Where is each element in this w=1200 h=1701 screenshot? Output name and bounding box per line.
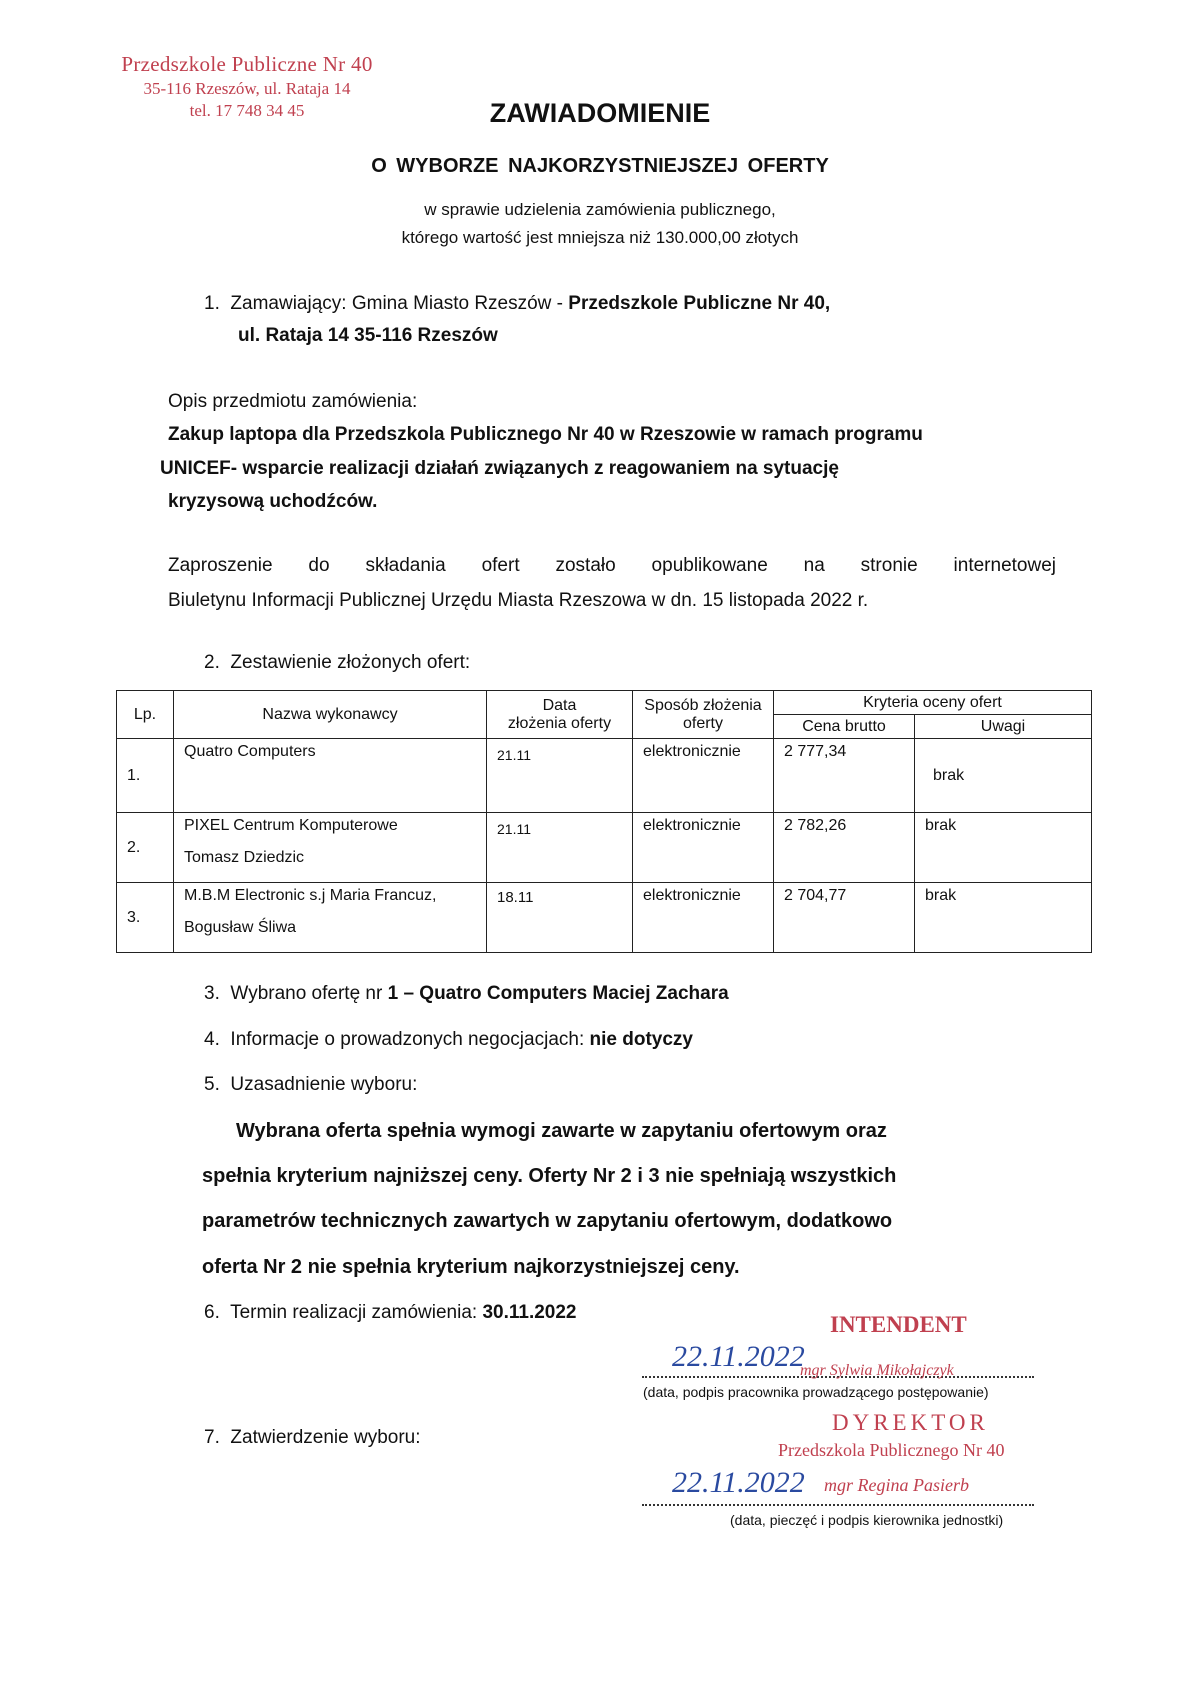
offers-table — [116, 690, 1092, 953]
header-method-line-2: oferty — [682, 714, 723, 732]
intendent-stamp: INTENDENT — [830, 1312, 967, 1337]
header-date-line-1: Data — [542, 696, 577, 714]
section-3-label: Wybrano ofertę nr — [230, 983, 388, 1004]
justification-line-3: parametrów technicznych zawartych w zapytaniu ofertowym, dodatkowo — [202, 1210, 893, 1232]
header-name: Nazwa wykonawcy — [174, 691, 487, 739]
cell-name — [174, 883, 487, 953]
description-line-3: kryzysową uchodźców. — [168, 491, 378, 512]
invitation-line-1: Zaproszenie do składania ofert zostało opublikowane na stronie internetowej — [168, 555, 1056, 576]
negotiations-value: nie dotyczy — [589, 1029, 693, 1050]
cell-notes: brak — [915, 883, 1092, 953]
section-4 — [204, 1029, 693, 1051]
section-5-label: Uzasadnienie wyboru: — [230, 1074, 418, 1095]
director-name-stamp: mgr Regina Pasierb — [824, 1475, 969, 1495]
handwritten-date-1: 22.11.2022 — [672, 1340, 805, 1373]
section-2-number: 2. — [204, 652, 220, 673]
description-label: Opis przedmiotu zamówienia: — [168, 391, 418, 412]
justification-line-4: oferta Nr 2 nie spełnia kryterium najkorzystniejszej ceny. — [202, 1256, 740, 1278]
table-row — [117, 813, 1092, 883]
section-1-label: Zamawiający: Gmina Miasto Rzeszów - — [230, 293, 569, 314]
stamp-phone: tel. 17 748 34 45 — [189, 101, 305, 120]
cell-date: 21.11 — [487, 813, 633, 883]
header-date — [487, 691, 633, 739]
cell-lp: 1. — [117, 739, 174, 813]
cell-name-line-1: M.B.M Electronic s.j Maria Francuz, — [184, 887, 437, 904]
section-5 — [204, 1074, 417, 1096]
header-method — [633, 691, 774, 739]
invitation-line-2: Biuletynu Informacji Publicznej Urzędu Miasta Rzeszowa w dn. 15 listopada 2022 r. — [168, 590, 869, 611]
section-3 — [204, 983, 729, 1005]
header-lp: Lp. — [117, 691, 174, 739]
section-6-number: 6. — [204, 1302, 220, 1323]
document-subtitle: O WYBORZE NAJKORZYSTNIEJSZEJ OFERTY — [371, 155, 829, 177]
cell-price: 2 782,26 — [774, 813, 915, 883]
table-row — [117, 883, 1092, 953]
section-4-number: 4. — [204, 1029, 220, 1050]
cell-price: 2 704,77 — [774, 883, 915, 953]
cell-notes: brak — [915, 813, 1092, 883]
document-title: ZAWIADOMIENIE — [489, 98, 711, 128]
cell-lp: 2. — [117, 813, 174, 883]
section-1-orderer: Przedszkole Publiczne Nr 40, — [568, 293, 831, 314]
director-org-stamp: Przedszkola Publicznego Nr 40 — [778, 1440, 1005, 1460]
description-line-1: Zakup laptopa dla Przedszkola Publicznego Nr 40 w Rzeszowie w ramach programu — [168, 424, 923, 445]
section-1-number: 1. — [204, 293, 220, 314]
cell-name-line-1: Quatro Computers — [184, 743, 316, 760]
section-1 — [204, 293, 830, 315]
section-7-number: 7. — [204, 1427, 220, 1448]
header-date-line-2: złożenia oferty — [507, 714, 612, 732]
section-7 — [204, 1427, 421, 1449]
section-2 — [204, 652, 470, 674]
signature-caption-2: (data, pieczęć i podpis kierownika jednostki) — [730, 1512, 1004, 1528]
intendent-name-stamp: mgr Sylwia Mikołajczyk — [800, 1362, 954, 1379]
description-line-2: UNICEF- wsparcie realizacji działań związanych z reagowaniem na sytuację — [160, 458, 839, 479]
cell-name — [174, 813, 487, 883]
header-price: Cena brutto — [774, 715, 915, 739]
signature-line-2 — [642, 1504, 1034, 1506]
signature-caption-1: (data, podpis pracownika prowadzącego postępowanie) — [643, 1384, 989, 1400]
section-1-address: ul. Rataja 14 35-116 Rzeszów — [238, 325, 498, 346]
cell-name — [174, 739, 487, 813]
cell-name-line-2: Tomasz Dziedzic — [184, 849, 305, 866]
completion-date: 30.11.2022 — [482, 1302, 577, 1323]
selected-offer: 1 – Quatro Computers Maciej Zachara — [387, 983, 729, 1004]
handwritten-date-2: 22.11.2022 — [672, 1466, 805, 1499]
section-2-label: Zestawienie złożonych ofert: — [230, 652, 471, 673]
cell-notes: brak — [915, 739, 1092, 813]
table-row — [117, 739, 1092, 813]
section-6-label: Termin realizacji zamówienia: — [230, 1302, 483, 1323]
section-3-number: 3. — [204, 983, 220, 1004]
cell-name-line-1: PIXEL Centrum Komputerowe — [184, 817, 398, 834]
intro-line-1: w sprawie udzielenia zamówienia publicznego, — [424, 200, 776, 219]
cell-lp: 3. — [117, 883, 174, 953]
cell-date: 21.11 — [487, 739, 633, 813]
justification-line-2: spełnia kryterium najniższej ceny. Oferty Nr 2 i 3 nie spełniają wszystkich — [202, 1165, 897, 1187]
header-criteria: Kryteria oceny ofert — [774, 691, 1092, 715]
justification-line-1: Wybrana oferta spełnia wymogi zawarte w zapytaniu ofertowym oraz — [236, 1120, 887, 1142]
cell-method: elektronicznie — [633, 813, 774, 883]
header-method-line-1: Sposób złożenia — [644, 696, 762, 714]
section-7-label: Zatwierdzenie wyboru: — [230, 1427, 421, 1448]
cell-price: 2 777,34 — [774, 739, 915, 813]
cell-method: elektronicznie — [633, 739, 774, 813]
cell-date: 18.11 — [487, 883, 633, 953]
header-notes: Uwagi — [915, 715, 1092, 739]
section-4-label: Informacje o prowadzonych negocjacjach: — [230, 1029, 590, 1050]
section-5-number: 5. — [204, 1074, 220, 1095]
stamp-school-name: Przedszkole Publiczne Nr 40 — [121, 52, 373, 76]
stamp-address: 35-116 Rzeszów, ul. Rataja 14 — [143, 79, 351, 98]
director-stamp: DYREKTOR — [832, 1410, 989, 1435]
cell-method: elektronicznie — [633, 883, 774, 953]
cell-name-line-2: Bogusław Śliwa — [184, 919, 297, 936]
section-6 — [204, 1302, 577, 1324]
intro-line-2: którego wartość jest mniejsza niż 130.000,00 złotych — [401, 228, 799, 247]
